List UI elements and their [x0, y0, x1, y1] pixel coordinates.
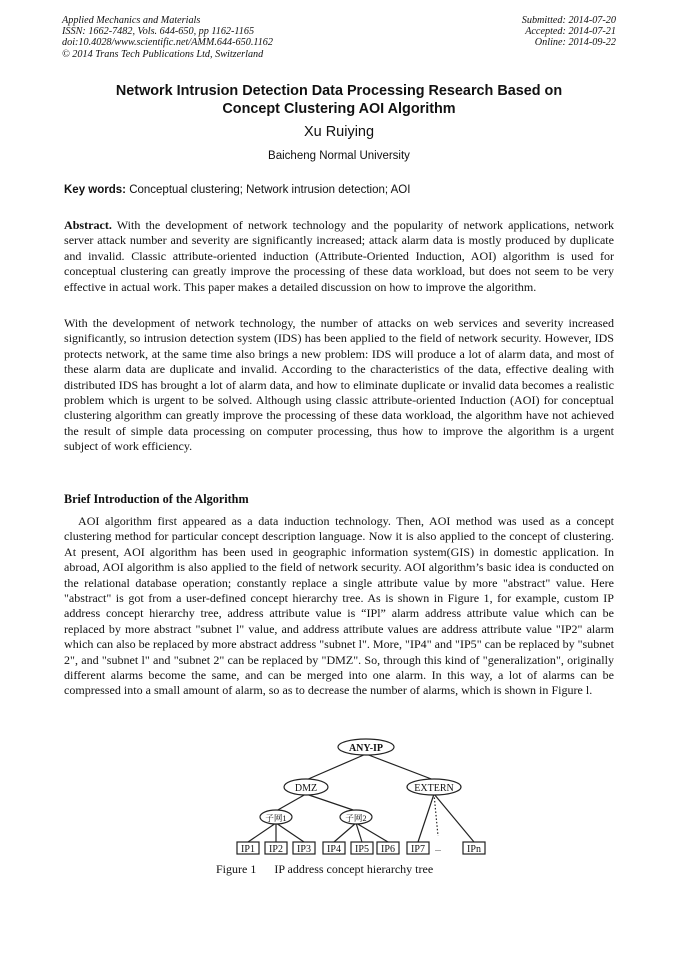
copyright-line: © 2014 Trans Tech Publications Ltd, Switzerland: [62, 48, 264, 60]
leaf-ip1: [237, 842, 259, 855]
author-affiliation: Baicheng Normal University: [268, 150, 410, 162]
figure-1-hierarchy-tree: [226, 736, 496, 858]
online-date: Online: 2014-09-22: [534, 37, 616, 49]
abstract: [64, 218, 614, 295]
node-subnet-2: [340, 810, 372, 824]
keywords-text: Conceptual clustering; Network intrusion detection; AOI: [126, 184, 411, 196]
svg-text:ANY-IP: ANY-IP: [348, 743, 384, 754]
doi-line: doi:10.4028/www.scientific.net/AMM.644-650.1162: [62, 37, 273, 49]
journal-header-left: [62, 15, 273, 60]
leaf-ip2: [265, 842, 287, 855]
issn-line: ISSN: 1662-7482, Vols. 644-650, pp 1162-1165: [62, 26, 255, 38]
svg-text:IP6: IP6: [381, 844, 395, 855]
svg-text:IP2: IP2: [269, 844, 283, 855]
section-paragraph: [64, 514, 614, 699]
title-line-1: Network Intrusion Detection Data Processing Research Based on: [115, 83, 563, 99]
svg-text:IP3: IP3: [297, 844, 311, 855]
journal-header-right: [522, 15, 616, 49]
svg-text:子网2: 子网2: [345, 813, 367, 823]
svg-text:IP7: IP7: [411, 844, 425, 855]
leaf-ellipsis: [435, 844, 441, 853]
leaf-ip3: [293, 842, 315, 855]
introduction-paragraph: [64, 316, 614, 455]
title-line-2: Concept Clustering AOI Algorithm: [222, 101, 456, 117]
abstract-label: Abstract.: [64, 218, 112, 232]
journal-name: Applied Mechanics and Materials: [62, 15, 201, 26]
leaf-ip6: [377, 842, 399, 855]
section-heading: Brief Introduction of the Algorithm: [64, 492, 249, 506]
node-extern: [407, 779, 461, 795]
leaf-ip4: [323, 842, 345, 855]
accepted-date: Accepted: 2014-07-21: [525, 26, 616, 38]
author-name: Xu Ruiying: [303, 124, 375, 140]
keywords: [64, 184, 410, 196]
svg-text:IP1: IP1: [241, 844, 255, 855]
svg-text:子网1: 子网1: [265, 813, 287, 823]
svg-text:IP4: IP4: [327, 844, 341, 855]
leaf-ip7: [407, 842, 429, 855]
paper-title: [62, 82, 616, 118]
svg-text:EXTERN: EXTERN: [414, 783, 454, 794]
keywords-label: Key words:: [64, 184, 126, 196]
node-subnet-1: [260, 810, 292, 824]
submitted-date: Submitted: 2014-07-20: [521, 15, 616, 26]
node-any-ip: [338, 739, 394, 755]
section-text: AOI algorithm first appeared as a data induction technology. Then, AOI method was used as a concept clustering method for particular concept description language. Now it is also applied to the concept of clustering. At present, AOI algorithm has been used in geographic information system(GIS) in domestic application. In abroad, AOI algorithm is also applied to the field of network security. AOI algorithm’s basic idea is conducted on the relational database operation; constantly replace a single attribute value by more "abstract" value. Here "abstract" is got from a user-defined concept hierarchy tree. As is shown in Figure 1, for example, custom IP address concept hierarchy tree, address attribute value is “IPl” alarm address attribute value which can be replaced by more abstract "subnet l" value, and address attribute values are address attribute value "IP2" alarm which can also be replaced by more abstract address "subnet l". More, "IP4" and "IP5" can be replaced by "subnet 2", and "subnet l" and "subnet 2" can be replaced by "DMZ". So, through this kind of "generalization", originally different alarms become the same, and can be merged into one alarm. In this way, a lot of alarms can be compressed into a small amount of alarm, so as to decrease the number of alarms, which is shown in Figure l.: [64, 514, 614, 698]
svg-text:...: ...: [435, 844, 441, 853]
svg-text:DMZ: DMZ: [294, 783, 318, 794]
node-dmz: [284, 779, 328, 795]
figure-caption: Figure 1 IP address concept hierarchy tree: [216, 862, 434, 876]
svg-text:IPn: IPn: [467, 844, 481, 855]
abstract-text: With the development of network technology and the popularity of network applications, network server attack number and severity are significantly increased; attack alarm data is mostly produced by duplicate and invalid. Classic attribute-oriented induction (Attribute-Oriented Induction, AOI) algorithm is used for conceptual clustering can greatly improve the processing of these data workload, but does not seem to be very effective in actual work. This paper makes a detailed discussion on how to improve the algorithm.: [64, 218, 614, 294]
intro-text: With the development of network technology, the number of attacks on web services and severity increased significantly, so intrusion detection system (IDS) has been applied to the field of network security. However, IDS protects network, at the same time also brings a new problem: IDS will produce a lot of alarm data, and most of these alarm data are duplicate and invalid. According to the characteristics of the data, effective dealing with distributed IDS has brought a lot of alarm data, and how to eliminate duplicate or invalid data becomes a realistic problem which is urgent to be solved. Although using classic attribute-oriented Induction (AOI) for conceptual clustering algorithm can greatly improve the processing of these data workload, the algorithm have not achieved the result of simple data processing on computer processing, thus how to improve the algorithm is a urgent subject of work efficiency.: [64, 316, 614, 454]
leaf-ipn: [463, 842, 485, 855]
svg-text:IP5: IP5: [355, 844, 369, 855]
leaf-ip5: [351, 842, 373, 855]
